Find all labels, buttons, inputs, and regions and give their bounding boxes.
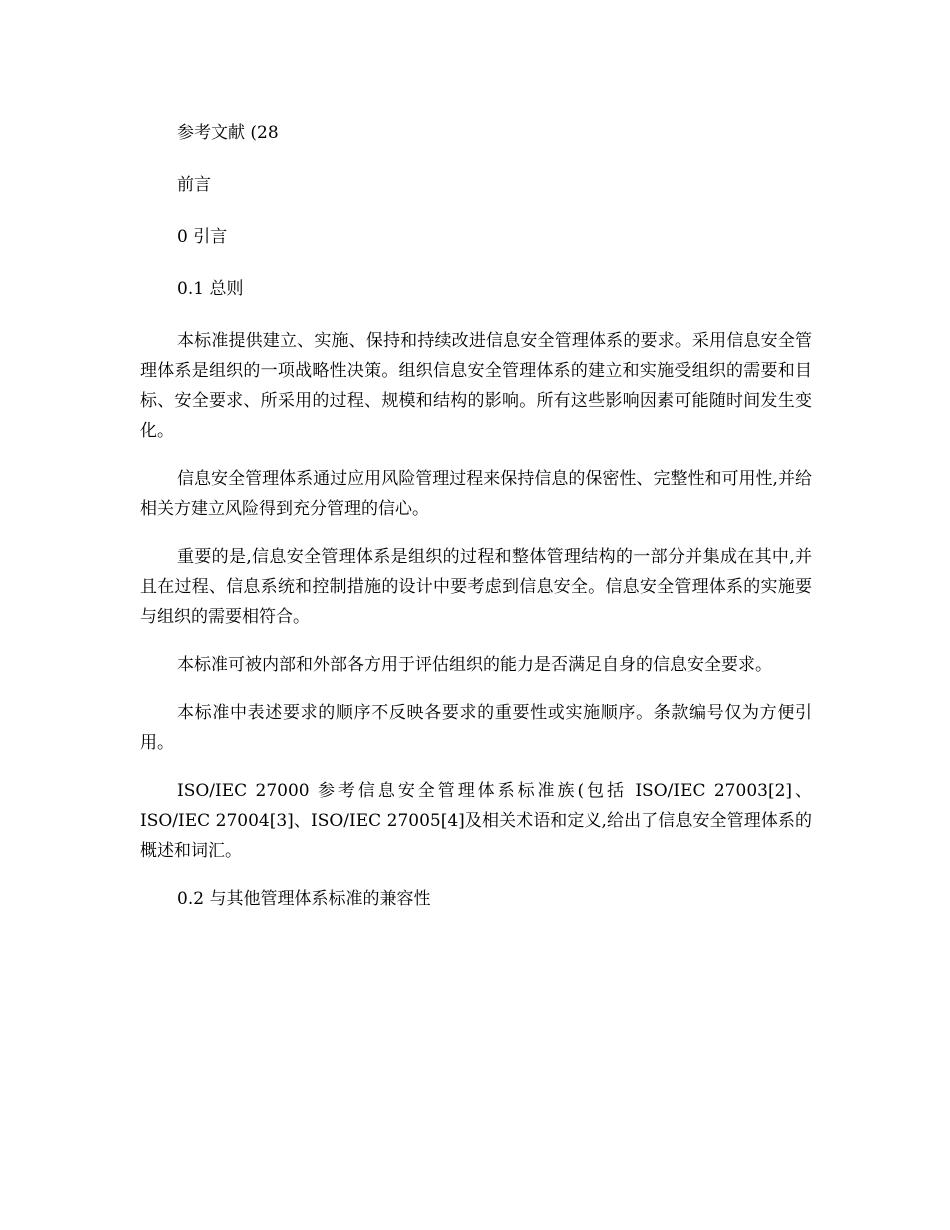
section-0-2-heading: 0.2 与其他管理体系标准的兼容性 <box>177 889 431 909</box>
paragraph-assessment: 本标准可被内部和外部各方用于评估组织的能力是否满足自身的信息安全要求。 <box>177 655 772 675</box>
foreword-heading: 前言 <box>177 175 211 195</box>
section-0-1-heading: 0.1 总则 <box>177 279 244 299</box>
paragraph-risk-management: 信息安全管理体系通过应用风险管理过程来保持信息的保密性、完整性和可用性,并给相关方建立风险得到充分管理的信心。 <box>140 469 812 519</box>
paragraph-order: 本标准中表述要求的顺序不反映各要求的重要性或实施顺序。条款编号仅为方便引用。 <box>140 703 812 753</box>
paragraph-integration: 重要的是,信息安全管理体系是组织的过程和整体管理结构的一部分并集成在其中,并且在过程、信息系统和控制措施的设计中要考虑到信息安全。信息安全管理体系的实施要与组织的需要相符合。 <box>140 547 812 627</box>
toc-references-line: 参考文献 (28 <box>177 123 279 143</box>
section-0-heading: 0 引言 <box>177 227 228 247</box>
document-body <box>140 118 812 936</box>
paragraph-general-requirements: 本标准提供建立、实施、保持和持续改进信息安全管理体系的要求。采用信息安全管理体系是组织的一项战略性决策。组织信息安全管理体系的建立和实施受组织的需要和目标、安全要求、所采用的过程、规模和结构的影响。所有这些影响因素可能随时间发生变化。 <box>140 331 812 441</box>
paragraph-iso-27000: ISO/IEC 27000 参考信息安全管理体系标准族(包括 ISO/IEC 27003[2]、ISO/IEC 27004[3]、ISO/IEC 27005[4]及相关术语和定义,给出了信息安全管理体系的概述和词汇。 <box>140 781 812 861</box>
